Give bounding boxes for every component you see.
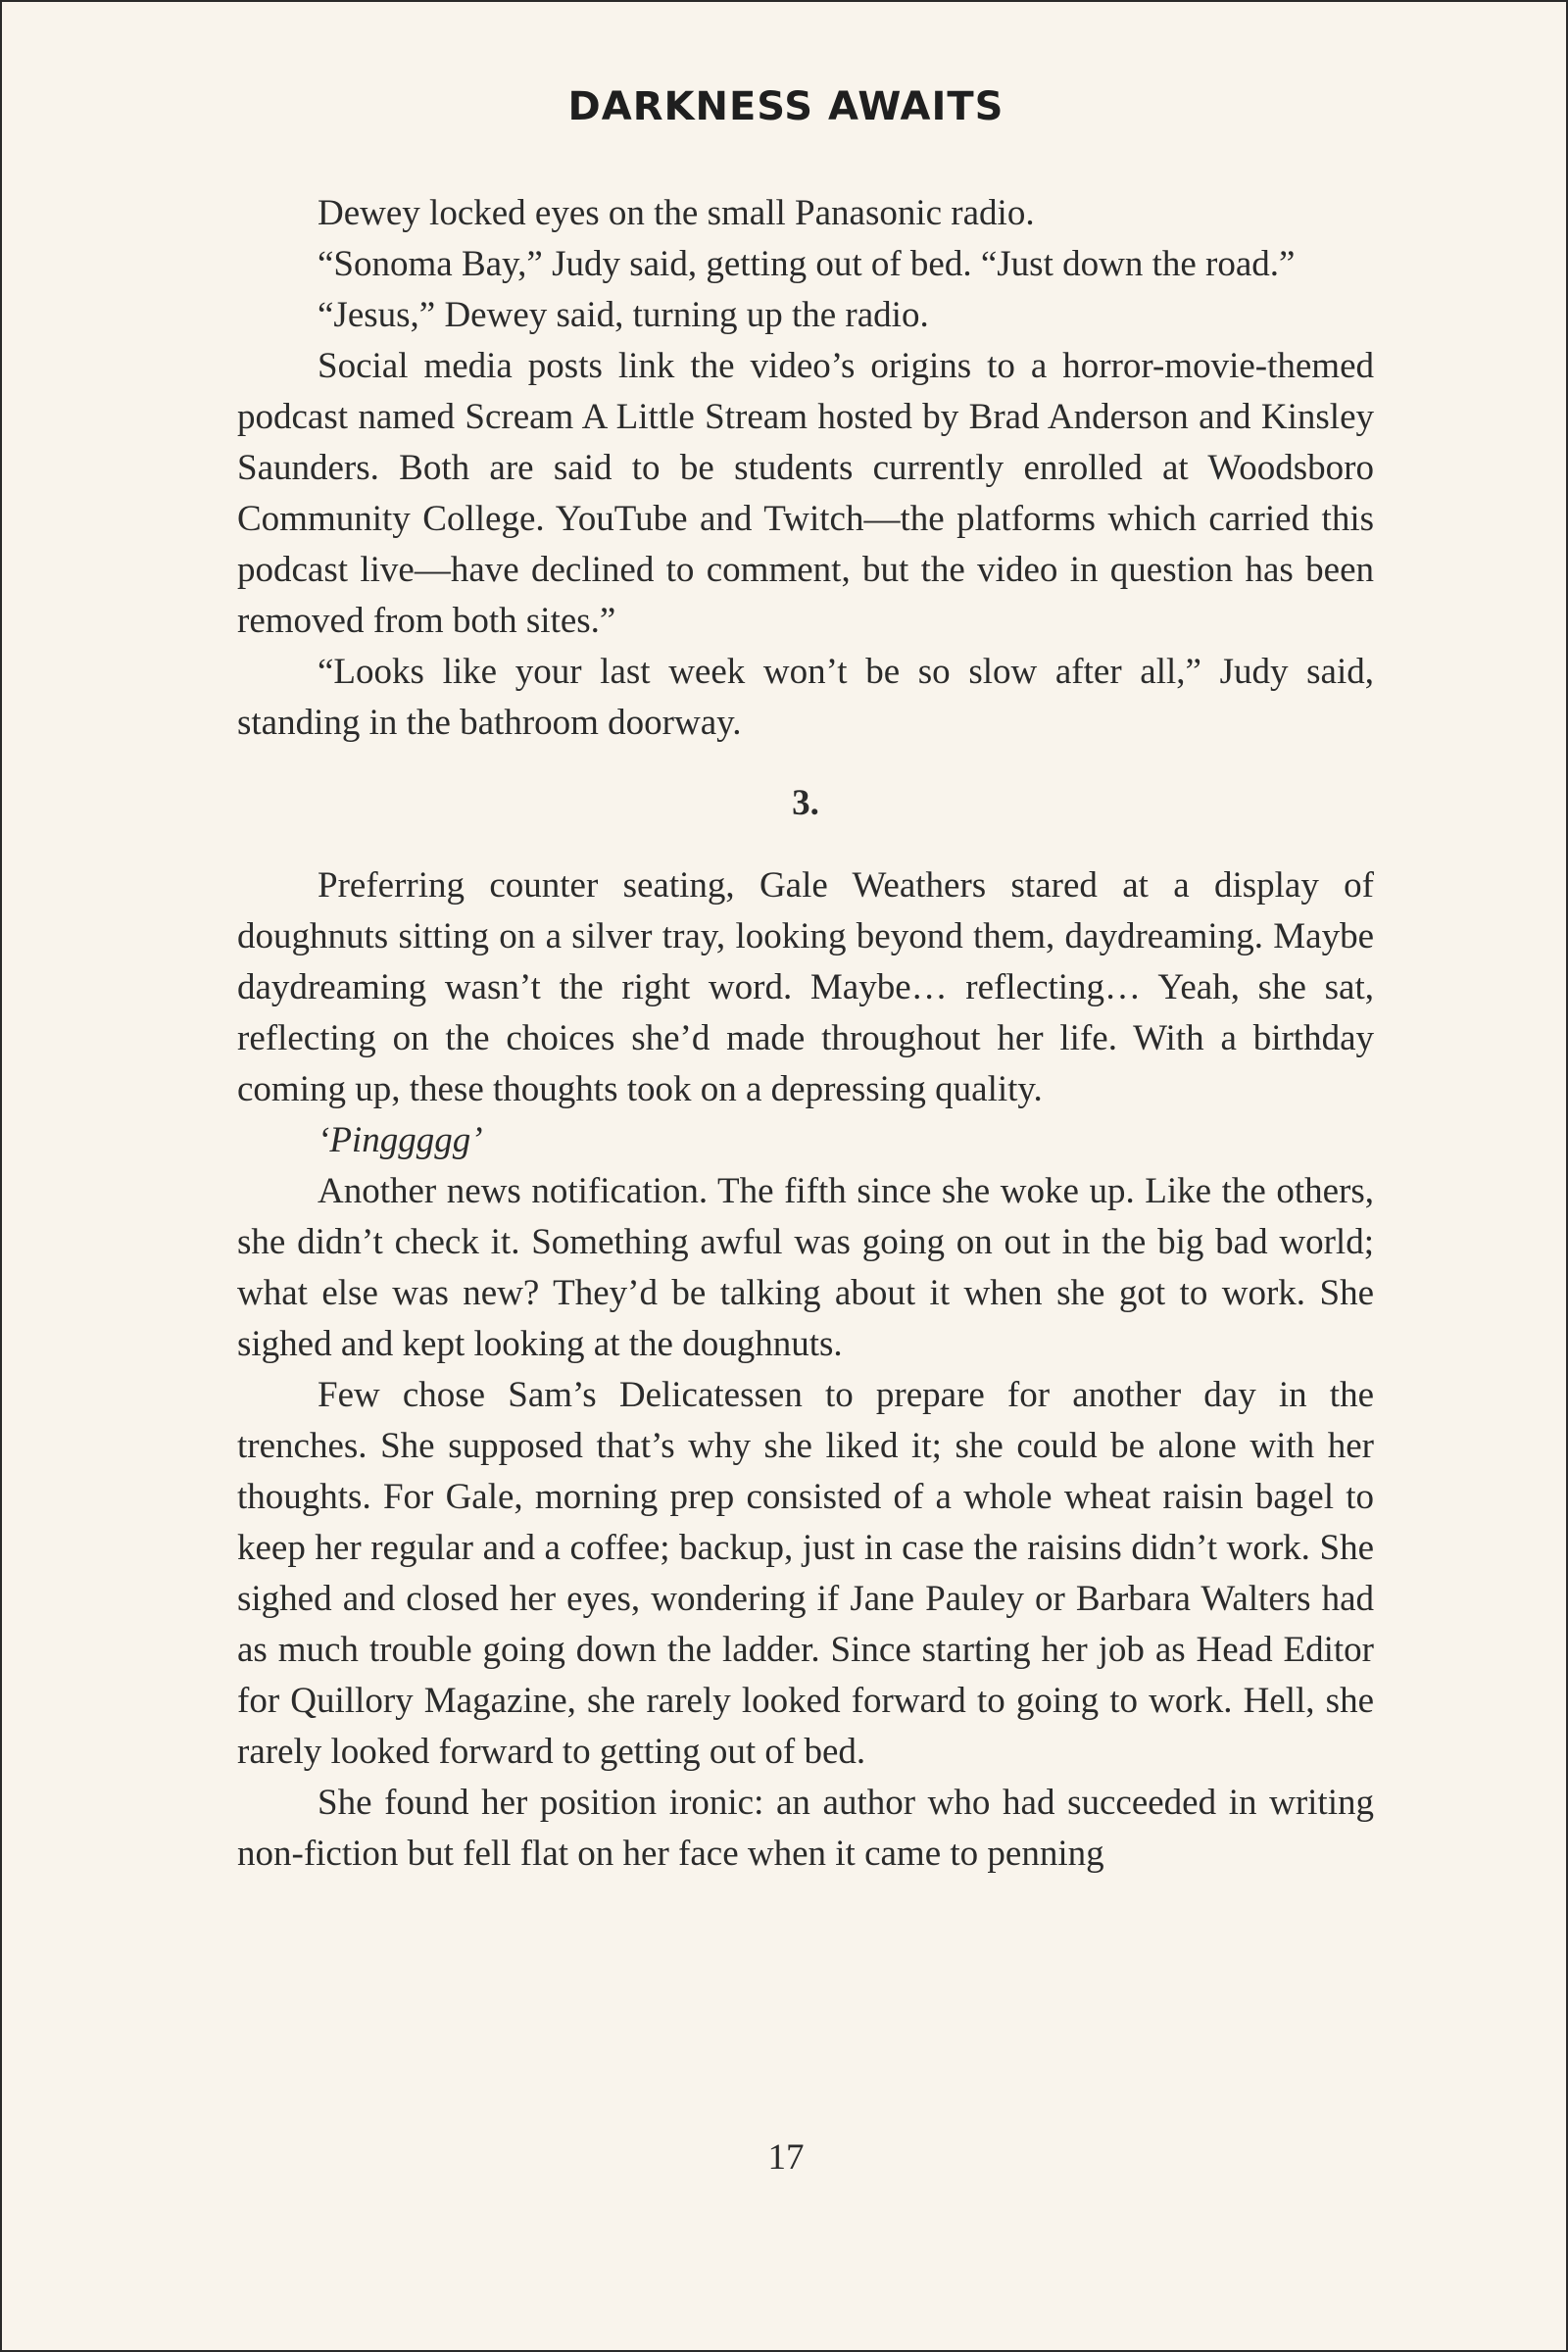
paragraph: Social media posts link the video’s origins to a horror-movie-themed podcast named Scream A Little Stream hosted by Brad Anderson and Kinsley Saunders. Both are said to be students currently enrolled at Woodsboro Community College. YouTube and Twitch—the platforms which carried this podcast live—have declined to comment, but the video in question has been removed from both sites.” xyxy=(237,346,1374,641)
paragraph: Few chose Sam’s Delicatessen to prepare for another day in the trenches. She supposed that’s why she liked it; she could be alone with her thoughts. For Gale, morning prep consisted of a whole wheat raisin bagel to keep her regular and a coffee; backup, just in case the raisins didn’t work. She sighed and closed her eyes, wondering if Jane Pauley or Barbara Walters had as much trouble going down the ladder. Since starting her job as Head Editor for Quillory Magazine, she rarely looked forward to going to work. Hell, she rarely looked forward to getting out of bed. xyxy=(237,1375,1374,1772)
body-text xyxy=(237,188,1374,1880)
page-number: 17 xyxy=(767,2137,805,2178)
paragraph: Preferring counter seating, Gale Weathers stared at a display of doughnuts sitting on a silver tray, looking beyond them, daydreaming. Maybe daydreaming wasn’t the right word. Maybe… reflecting… Yeah, she sat, reflecting on the choices she’d made throughout her life. With a birthday coming up, these thoughts took on a depressing quality. xyxy=(237,865,1374,1109)
paragraph: “Looks like your last week won’t be so slow after all,” Judy said, standing in the bathroom doorway. xyxy=(237,652,1374,743)
paragraph: “Sonoma Bay,” Judy said, getting out of bed. “Just down the road.” xyxy=(318,244,1296,284)
paragraph: Dewey locked eyes on the small Panasonic radio. xyxy=(318,193,1035,233)
sound-effect-line: ‘Pinggggg’ xyxy=(318,1120,483,1160)
paragraph: She found her position ironic: an author who had succeeded in writing non-fiction but fell flat on her face when it came to penning xyxy=(237,1783,1374,1874)
paragraph: Another news notification. The fifth since she woke up. Like the others, she didn’t check it. Something awful was going on out in the big bad world; what else was new? They’d be talking about it when she got to work. She sighed and kept looking at the doughnuts. xyxy=(237,1171,1374,1364)
paragraph: “Jesus,” Dewey said, turning up the radio. xyxy=(318,295,929,335)
running-header: DARKNESS AWAITS xyxy=(567,84,1004,129)
section-number: 3. xyxy=(792,783,819,823)
